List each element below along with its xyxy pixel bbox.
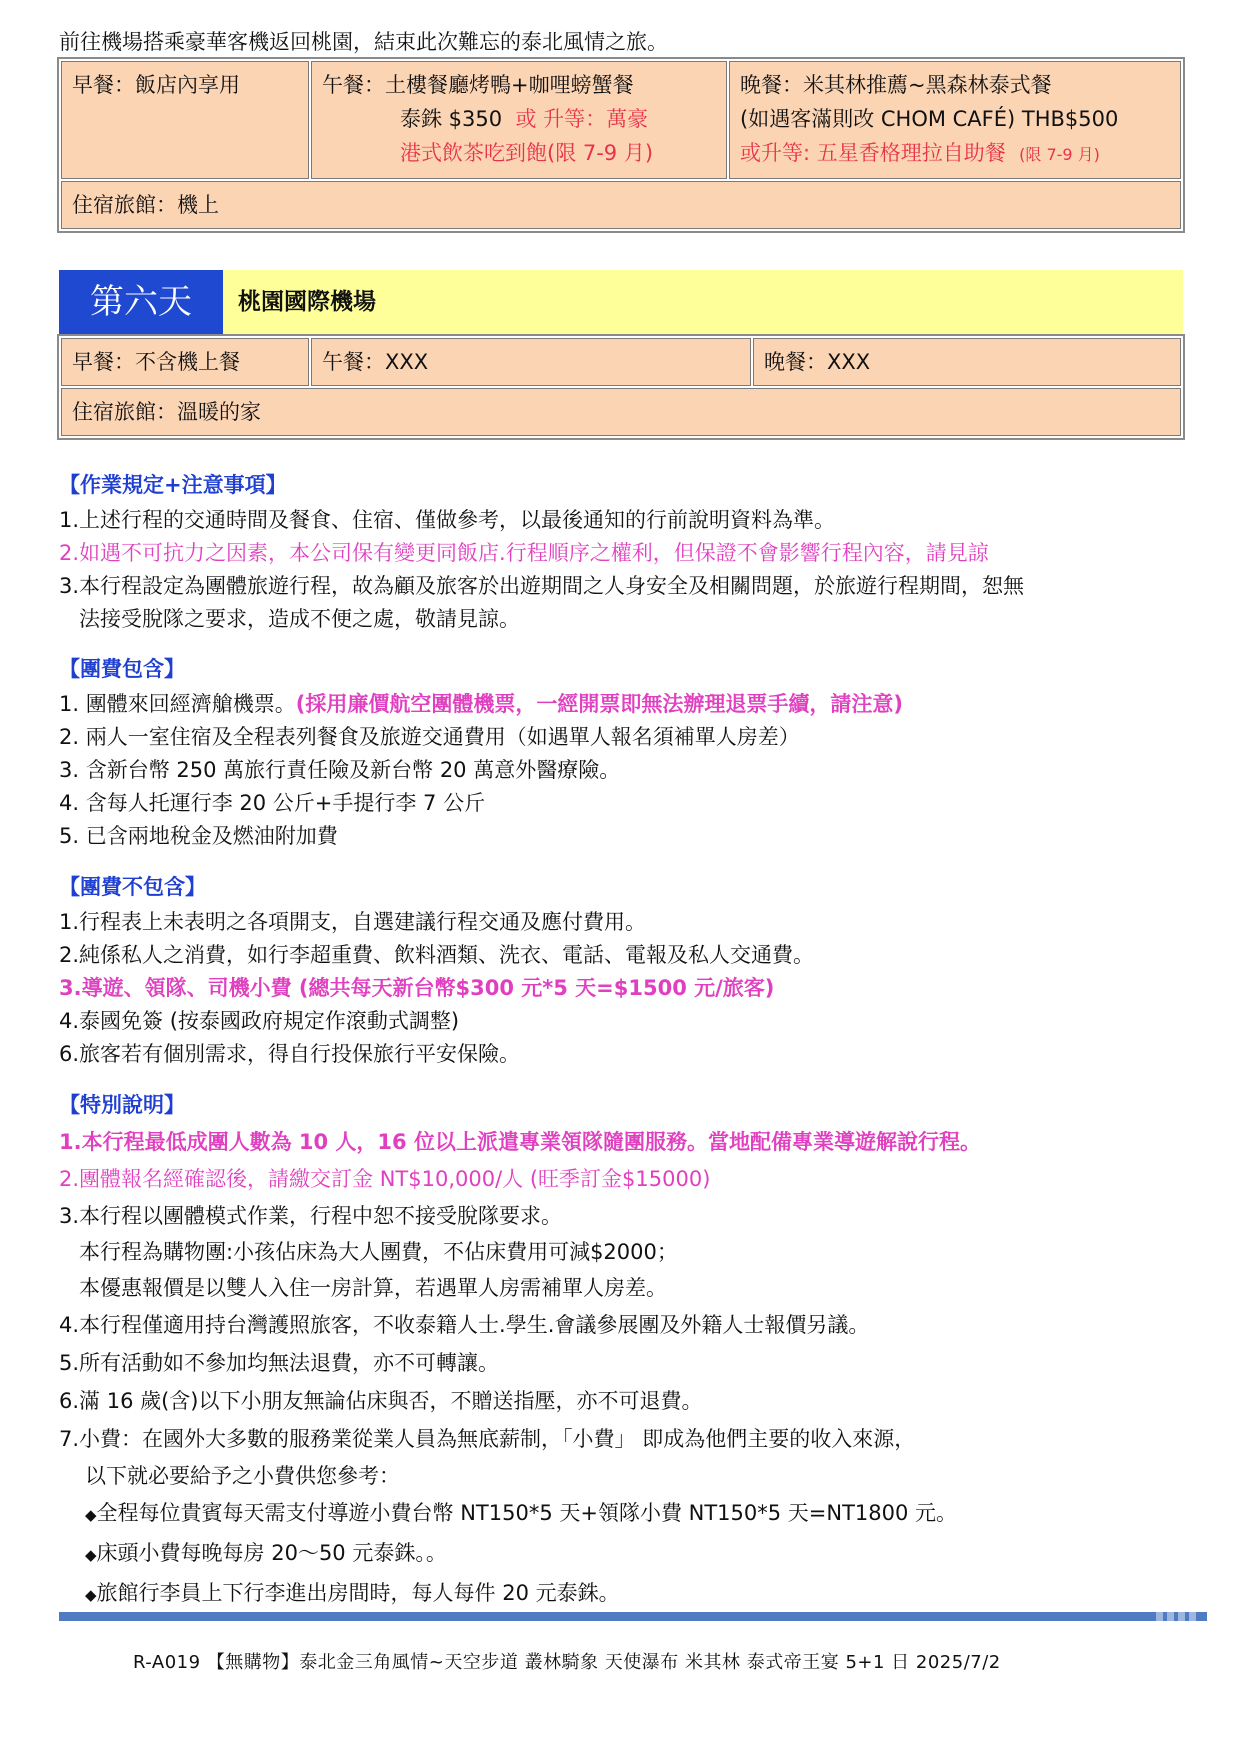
excludes-item: 4.泰國免簽 (按泰國政府規定作滾動式調整) bbox=[59, 1009, 460, 1033]
includes-item: 4. 含每人托運行李 20 公斤+手提行李 7 公斤 bbox=[59, 791, 486, 815]
includes-heading: 【團費包含】 bbox=[59, 657, 185, 681]
special-item: 5.所有活動如不參加均無法退費，亦不可轉讓。 bbox=[59, 1351, 500, 1375]
rules-item: 3.本行程設定為團體旅遊行程，故為顧及旅客於出遊期間之人身安全及相關問題，於旅遊行程期間，恕無 bbox=[59, 574, 1025, 598]
day5-meal-table bbox=[57, 57, 1185, 233]
day6-label: 第六天 bbox=[59, 270, 223, 334]
day6-lunch: 午餐：XXX bbox=[311, 338, 751, 386]
diamond-bullet-icon: ◆ bbox=[85, 1546, 97, 1564]
includes-item: 5. 已含兩地稅金及燃油附加費 bbox=[59, 824, 338, 848]
excludes-heading: 【團費不包含】 bbox=[59, 875, 206, 899]
rules-heading: 【作業規定+注意事項】 bbox=[59, 473, 287, 497]
special-item: 以下就必要給予之小費供您參考： bbox=[85, 1464, 400, 1488]
includes-item: 2. 兩人一室住宿及全程表列餐食及旅遊交通費用（如遇單人報名須補單人房差） bbox=[59, 725, 800, 749]
day6-breakfast: 早餐：不含機上餐 bbox=[61, 338, 309, 386]
special-item: 4.本行程僅適用持台灣護照旅客，不收泰籍人士.學生.會議參展團及外籍人士報價另議。 bbox=[59, 1313, 870, 1337]
rules-item: 1.上述行程的交通時間及餐食、住宿、僅做參考，以最後通知的行前說明資料為準。 bbox=[59, 508, 836, 532]
includes-item: 1. 團體來回經濟艙機票。(採用廉價航空團體機票，一經開票即無法辦理退票手續，請注意) bbox=[59, 692, 903, 716]
special-section bbox=[59, 1086, 1219, 1614]
rules-section bbox=[59, 466, 1219, 636]
special-item: 1.本行程最低成團人數為 10 人，16 位以上派遣專業領隊隨團服務。當地配備專業導遊解說行程。 bbox=[59, 1130, 981, 1154]
diamond-bullet-icon: ◆ bbox=[85, 1586, 97, 1604]
intro-line: 前往機場搭乘豪華客機返回桃園，結束此次難忘的泰北風情之旅。 bbox=[59, 30, 668, 54]
special-item: 本行程為購物團:小孩佔床為大人團費，不佔床費用可減$2000； bbox=[79, 1240, 678, 1264]
footer-divider bbox=[59, 1612, 1207, 1621]
excludes-item: 1.行程表上未表明之各項開支，自選建議行程交通及應付費用。 bbox=[59, 910, 647, 934]
excludes-item: 2.純係私人之消費，如行李超重費、飲料酒類、洗衣、電話、電報及私人交通費。 bbox=[59, 943, 815, 967]
excludes-section bbox=[59, 868, 1219, 1071]
special-heading: 【特別說明】 bbox=[59, 1093, 185, 1117]
day6-meal-table bbox=[57, 334, 1185, 440]
special-item: 本優惠報價是以雙人入住一房計算，若遇單人房需補單人房差。 bbox=[79, 1276, 667, 1300]
rules-item: 法接受脫隊之要求，造成不便之處，敬請見諒。 bbox=[79, 607, 520, 631]
special-item: 7.小費：在國外大多數的服務業從業人員為無底薪制，「小費」 即成為他們主要的收入來源， bbox=[59, 1427, 916, 1451]
day5-lunch: 午餐：土樓餐廳烤鴨+咖哩螃蟹餐 泰銖 $350 或 升等：萬豪 港式飲茶吃到飽(限 7-9 月) bbox=[311, 61, 727, 179]
day6-hotel: 住宿旅館：溫暖的家 bbox=[61, 388, 1181, 436]
includes-section bbox=[59, 650, 1219, 853]
excludes-item: 6.旅客若有個別需求，得自行投保旅行平安保險。 bbox=[59, 1042, 521, 1066]
day5-breakfast: 早餐：飯店內享用 bbox=[61, 61, 309, 179]
includes-item: 3. 含新台幣 250 萬旅行責任險及新台幣 20 萬意外醫療險。 bbox=[59, 758, 621, 782]
special-item: 6.滿 16 歲(含)以下小朋友無論佔床與否，不贈送指壓，亦不可退費。 bbox=[59, 1389, 703, 1413]
day6-dinner: 晚餐：XXX bbox=[753, 338, 1181, 386]
day6-banner bbox=[59, 270, 1183, 334]
special-tip-item: ◆全程每位貴賓每天需支付導遊小費台幣 NT150*5 天+領隊小費 NT150*5 天=NT1800 元。 bbox=[85, 1501, 958, 1525]
rules-item: 2.如遇不可抗力之因素，本公司保有變更同飯店.行程順序之權利，但保證不會影響行程內容，請見諒 bbox=[59, 541, 989, 565]
special-item: 3.本行程以團體模式作業，行程中恕不接受脫隊要求。 bbox=[59, 1204, 563, 1228]
diamond-bullet-icon: ◆ bbox=[85, 1506, 97, 1524]
day5-dinner: 晚餐：米其林推薦~黑森林泰式餐 (如遇客滿則改 CHOM CAFÉ) THB$500 或升等: 五星香格理拉自助餐 (限 7-9 月) bbox=[729, 61, 1181, 179]
special-tip-item: ◆床頭小費每晚每房 20～50 元泰銖。。 bbox=[85, 1541, 447, 1565]
day6-title: 桃園國際機場 bbox=[238, 289, 376, 315]
day5-hotel: 住宿旅館：機上 bbox=[61, 181, 1181, 229]
special-item: 2.團體報名經確認後，請繳交訂金 NT$10,000/人 (旺季訂金$15000) bbox=[59, 1167, 711, 1191]
excludes-item: 3.導遊、領隊、司機小費 (總共每天新台幣$300 元*5 天=$1500 元/旅客) bbox=[59, 976, 775, 1000]
special-tip-item: ◆旅館行李員上下行李進出房間時，每人每件 20 元泰銖。 bbox=[85, 1581, 620, 1605]
footer-code: R-A019 【無購物】泰北金三角風情~天空步道 叢林騎象 天使瀑布 米其林 泰式帝王宴 5+1 日 2025/7/2 bbox=[133, 1652, 1001, 1673]
